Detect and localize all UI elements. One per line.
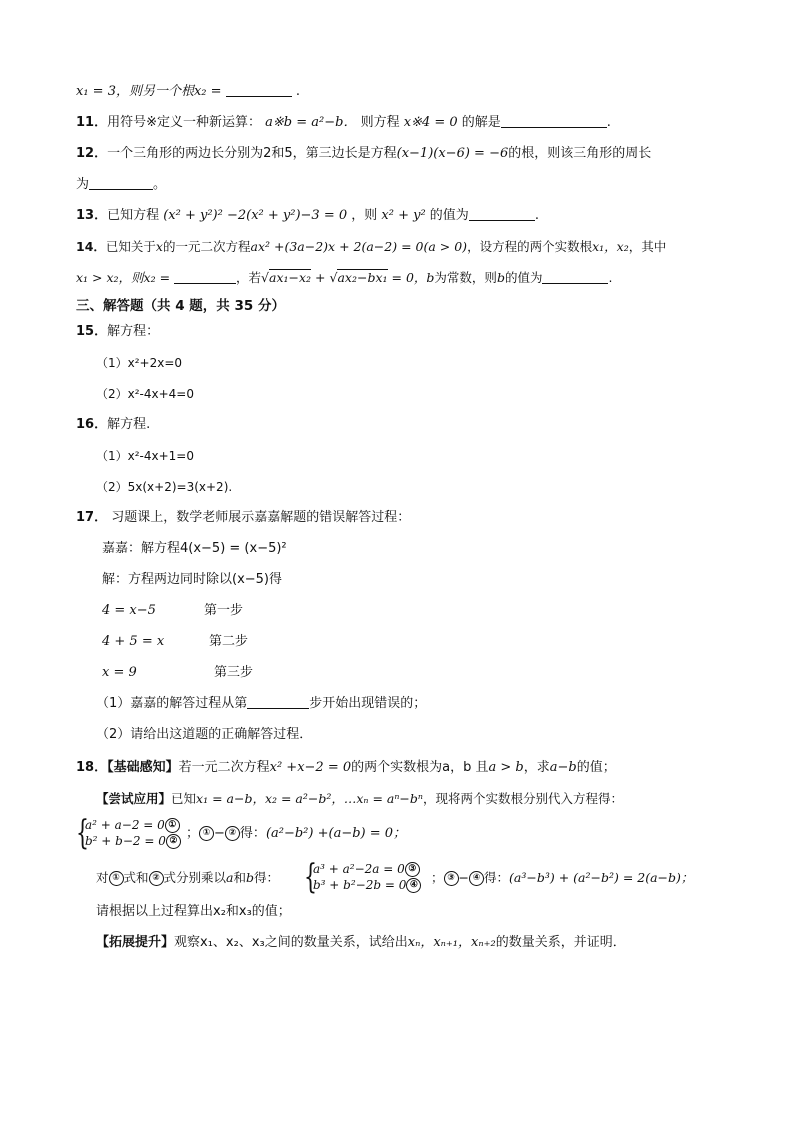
- answer-blank[interactable]: [542, 269, 608, 284]
- q12-expr: (x−1)(x−6) = −6: [396, 146, 509, 161]
- question-number: 17．: [76, 510, 108, 525]
- q18-b: b: [246, 870, 255, 885]
- q10-text: x₁ = 3，则另一个根x₂ =: [76, 84, 226, 99]
- q14-plus: +: [311, 270, 330, 285]
- q18-t2a: 已知: [171, 791, 197, 806]
- q11-text1: 用符号※定义一种新运算：: [107, 115, 261, 130]
- q18-t6c: 的数量关系，并证明．: [495, 935, 626, 950]
- circle-1-icon: ①: [199, 826, 214, 841]
- q14-end: .: [608, 270, 613, 285]
- answer-blank[interactable]: [501, 113, 607, 128]
- answer-blank[interactable]: [469, 206, 535, 221]
- circle-4-icon: ④: [469, 871, 484, 886]
- circle-3-icon: ③: [405, 862, 420, 877]
- question-14-line2: [76, 268, 612, 288]
- q18-t4g: −: [458, 870, 469, 885]
- question-number: 15．: [76, 324, 108, 339]
- section-heading: 三、解答题（共 4 题，共 35 分）: [76, 298, 285, 314]
- system1-result: [186, 824, 406, 844]
- q18-cond: a > b: [488, 760, 524, 775]
- q17-step1-label: 第一步: [204, 603, 244, 618]
- q18-apply: [96, 789, 623, 809]
- q13-expr1: (x² + y²)² −2(x² + y²)−3 = 0: [163, 208, 348, 223]
- q17-line1: 嘉嘉：解方程4(x−5) = (x−5)²: [102, 541, 287, 556]
- q18-compute: 请根据以上过程算出x₂和x₃的值；: [96, 904, 291, 919]
- q18-t1d: 的值；: [576, 760, 616, 775]
- q18-t4e: 得：: [254, 870, 280, 885]
- q18-t6a: 观察x₁、x₂、x₃之间的数量关系，试给出: [174, 935, 408, 950]
- q18-t4f: ；: [431, 870, 444, 885]
- q17-title: 习题课上，数学老师展示嘉嘉解题的错误解答过程：: [107, 510, 411, 525]
- question-number: 11．: [76, 115, 108, 130]
- q18-t4b: 式和: [123, 870, 149, 885]
- question-number: 18．: [76, 760, 108, 775]
- question-11: [76, 113, 611, 133]
- circle-4-icon: ④: [406, 878, 421, 893]
- q12-text3: 为: [76, 177, 90, 192]
- q17-step3: x = 9: [102, 665, 137, 680]
- q17-step2: 4 + 5 = x: [102, 634, 165, 649]
- system1-eq2: b² + b−2 = 0: [85, 834, 166, 848]
- q13-text3: 的值为: [425, 208, 469, 223]
- q10-tail: [76, 82, 300, 102]
- q16-title: 解方程.: [107, 417, 151, 432]
- q14-text2: 的一元二次方程: [162, 239, 251, 254]
- q18-amb: a−b: [549, 760, 577, 775]
- q18-t6b: xₙ，xₙ₊₁，xₙ₊₂: [407, 935, 496, 950]
- system2-row1: [313, 861, 420, 877]
- question-18: [76, 758, 616, 778]
- q17-step3-label: 第三步: [214, 665, 254, 680]
- circle-2-icon: ②: [225, 826, 240, 841]
- q18-eq: x² +x−2 = 0: [269, 760, 352, 775]
- sqrt-symbol: √: [329, 270, 338, 285]
- question-17: [76, 508, 410, 528]
- equation-system-1: [76, 814, 776, 854]
- question-number: 12．: [76, 146, 108, 161]
- q11-expr1: a※b = a²−b．: [265, 115, 357, 130]
- question-number: 13．: [76, 208, 108, 223]
- question-15: [76, 322, 159, 342]
- q11-end: .: [606, 115, 611, 130]
- q13-text1: 已知方程: [107, 208, 164, 223]
- question-number: 16．: [76, 417, 108, 432]
- q18-t4h: 得：: [484, 870, 510, 885]
- q18-a: a: [226, 870, 234, 885]
- q18-t1c: ，求: [523, 760, 550, 775]
- q15-title: 解方程：: [107, 324, 160, 339]
- q17-step1: 4 = x−5: [102, 603, 156, 618]
- q18-t1b: 的两个实数根为a，b 且: [351, 760, 489, 775]
- q17-part1: [96, 694, 426, 714]
- q18-t3a: ；: [186, 826, 200, 841]
- answer-blank[interactable]: [226, 82, 292, 97]
- q17-part2: （2）请给出这道题的正确解答过程．: [96, 727, 313, 742]
- q16-part1: （1）x²-4x+1=0: [96, 449, 194, 463]
- question-14: [76, 237, 666, 257]
- q16-part2: （2）5x(x+2)=3(x+2).: [96, 480, 233, 494]
- answer-blank[interactable]: [174, 269, 236, 284]
- answer-blank[interactable]: [247, 694, 309, 709]
- circle-2-icon: ②: [166, 834, 181, 849]
- q17-line2: 解：方程两边同时除以(x−5)得: [102, 572, 283, 587]
- q14-l2c: = 0，: [387, 270, 427, 285]
- q14-text3: ，设方程的两个实数根: [467, 239, 593, 254]
- q14-x: x: [155, 239, 163, 254]
- q12-text1: 一个三角形的两边长分别为2和5，第三边长是方程: [107, 146, 397, 161]
- sqrt-symbol: √: [261, 270, 270, 285]
- q14-b2: b: [496, 270, 505, 285]
- q18-t3b: −: [214, 826, 225, 841]
- q18-t4d: 和: [233, 870, 247, 885]
- q17-step2-label: 第二步: [209, 634, 249, 649]
- system2-intro: [96, 868, 279, 888]
- q13-expr2: x² + y²: [381, 208, 426, 223]
- q18-tag-apply: 【尝试应用】: [96, 791, 172, 806]
- question-12-line2: [76, 175, 166, 195]
- q13-text2: ，则: [347, 208, 382, 223]
- q14-b: b: [426, 270, 435, 285]
- q11-text2: 则方程: [356, 115, 404, 130]
- circle-1-icon: ①: [165, 818, 180, 833]
- circle-3-icon: ③: [444, 871, 459, 886]
- q18-t4a: 对: [96, 870, 109, 885]
- q12-end: 。: [153, 177, 167, 192]
- question-12: [76, 144, 651, 164]
- q17-p1a: （1）嘉嘉的解答过程从第: [96, 696, 248, 711]
- q18-tag-extend: 【拓展提升】: [96, 935, 175, 950]
- q18-t4c: 式分别乘以: [163, 870, 227, 885]
- brace-icon: {: [304, 857, 317, 897]
- system1-row2: [85, 833, 181, 849]
- q18-res1: (a²−b²) +(a−b) = 0；: [265, 826, 407, 841]
- q18-xs: x₁ = a−b，x₂ = a²−b²，…xₙ = aⁿ−bⁿ: [196, 791, 423, 806]
- q14-l2b: ，若: [236, 270, 262, 285]
- q14-sqrt1: ax₁−x₂: [269, 270, 312, 285]
- q10-end: .: [295, 84, 300, 99]
- q12-text2: 的根，则该三角形的周长: [508, 146, 652, 161]
- q14-expr: ax² +(3a−2)x + 2(a−2) = 0(a > 0): [250, 239, 468, 254]
- q14-text4: ，其中: [628, 239, 667, 254]
- q14-l2d: 为常数，则: [434, 270, 497, 285]
- answer-blank[interactable]: [89, 175, 153, 190]
- q15-part2: （2）x²-4x+4=0: [96, 387, 194, 401]
- system2-eq1: a³ + a²−2a = 0: [313, 862, 405, 876]
- system2-row2: [313, 877, 421, 893]
- q14-l2e: 的值为: [504, 270, 543, 285]
- question-13: [76, 206, 539, 226]
- q18-t3c: 得：: [239, 826, 266, 841]
- q18-t2b: ，现将两个实数根分别代入方程得：: [422, 791, 623, 806]
- circle-2-icon: ②: [149, 871, 164, 886]
- q17-p1b: 步开始出现错误的；: [309, 696, 427, 711]
- brace-icon: {: [76, 813, 89, 853]
- circle-1-icon: ①: [109, 871, 124, 886]
- system1-eq1: a² + a−2 = 0: [85, 818, 165, 832]
- question-number: 14．: [76, 239, 106, 254]
- q11-expr2: x※4 = 0: [403, 115, 458, 130]
- q15-part1: （1）x²+2x=0: [96, 356, 183, 370]
- question-16: [76, 415, 150, 435]
- q18-t1a: 若一元二次方程: [178, 760, 270, 775]
- q13-end: .: [534, 208, 539, 223]
- equation-system-2: [96, 858, 786, 898]
- q14-text1: 已知关于: [105, 239, 156, 254]
- q11-text3: 的解是: [457, 115, 501, 130]
- q14-roots: x₁，x₂: [592, 239, 629, 254]
- q14-l2a: x₁ > x₂，则x₂ =: [76, 270, 175, 285]
- q18-tag-basic: 【基础感知】: [107, 760, 179, 775]
- system2-eq2: b³ + b²−2b = 0: [313, 878, 407, 892]
- q18-extend: [96, 933, 626, 953]
- system1-row1: [85, 817, 180, 833]
- q14-sqrt2: ax₂−bx₁: [337, 270, 388, 285]
- q18-res2: (a³−b³) + (a²−b²) = 2(a−b)；: [509, 870, 694, 885]
- system2-result: [431, 868, 693, 888]
